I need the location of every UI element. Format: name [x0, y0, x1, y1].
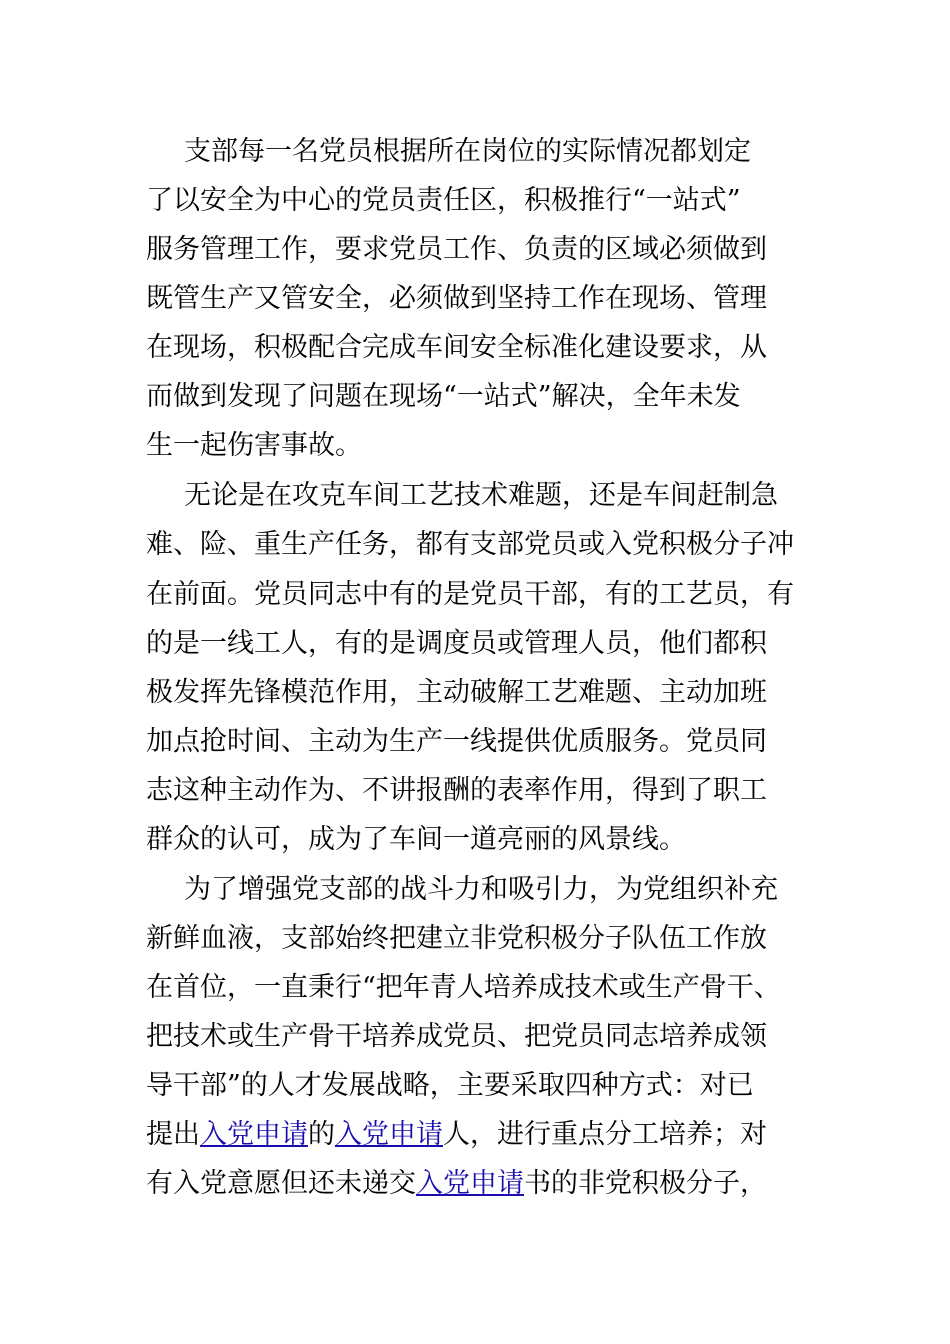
- paragraph-3-line-6: [146, 1115, 767, 1155]
- join-party-application-link-2[interactable]: 入党申请: [335, 1119, 443, 1150]
- line-6-text-middle: 的: [308, 1119, 335, 1150]
- paragraph-1-line-1: 支部每一名党员根据所在岗位的实际情况都划定: [184, 136, 751, 167]
- paragraph-3-line-7: [146, 1164, 767, 1204]
- paragraph-3-line-1: 为了增强党支部的战斗力和吸引力，为党组织补充: [184, 874, 778, 905]
- paragraph-2-line-3: 在前面。党员同志中有的是党员干部，有的工艺员，有: [146, 579, 794, 610]
- paragraph-2-line-2: 难、险、重生产任务，都有支部党员或入党积极分子冲: [146, 529, 794, 560]
- paragraph-3-line-5: 导干部”的人才发展战略，主要采取四种方式：对已: [146, 1070, 754, 1101]
- paragraph-1-line-2: 了以安全为中心的党员责任区，积极推行“一站式”: [146, 185, 741, 216]
- paragraph-2-line-6: 加点抢时间、主动为生产一线提供优质服务。党员同: [146, 726, 767, 757]
- line-6-text-before: 提出: [146, 1119, 200, 1150]
- line-6-text-after: 人，进行重点分工培养；对: [443, 1119, 767, 1150]
- paragraph-2-line-5: 极发挥先锋模范作用，主动破解工艺难题、主动加班: [146, 677, 767, 708]
- line-7-text-before: 有入党意愿但还未递交: [146, 1168, 416, 1199]
- join-party-application-link-3[interactable]: 入党申请: [416, 1168, 524, 1199]
- paragraph-1-line-6: 而做到发现了问题在现场“一站式”解决，全年未发: [146, 381, 741, 412]
- paragraph-1-line-3: 服务管理工作，要求党员工作、负责的区域必须做到: [146, 234, 767, 265]
- paragraph-1-line-7: 生一起伤害事故。: [146, 430, 362, 461]
- paragraph-2-line-8: 群众的认可，成为了车间一道亮丽的风景线。: [146, 824, 686, 855]
- paragraph-3-line-2: 新鲜血液，支部始终把建立非党积极分子队伍工作放: [146, 923, 767, 954]
- paragraph-1-line-4: 既管生产又管安全，必须做到坚持工作在现场、管理: [146, 283, 767, 314]
- join-party-application-link-1[interactable]: 入党申请: [200, 1119, 308, 1150]
- paragraph-2-line-4: 的是一线工人，有的是调度员或管理人员，他们都积: [146, 628, 767, 659]
- line-7-text-after: 书的非党积极分子，: [524, 1168, 767, 1199]
- paragraph-3-line-4: 把技术或生产骨干培养成党员、把党员同志培养成领: [146, 1021, 767, 1052]
- paragraph-2-line-7: 志这种主动作为、不讲报酬的表率作用，得到了职工: [146, 775, 767, 806]
- paragraph-1-line-5: 在现场，积极配合完成车间安全标准化建设要求，从: [146, 332, 767, 363]
- paragraph-3-line-3: 在首位，一直秉行“把年青人培养成技术或生产骨干、: [146, 972, 781, 1003]
- paragraph-2-line-1: 无论是在攻克车间工艺技术难题，还是车间赶制急: [184, 480, 778, 511]
